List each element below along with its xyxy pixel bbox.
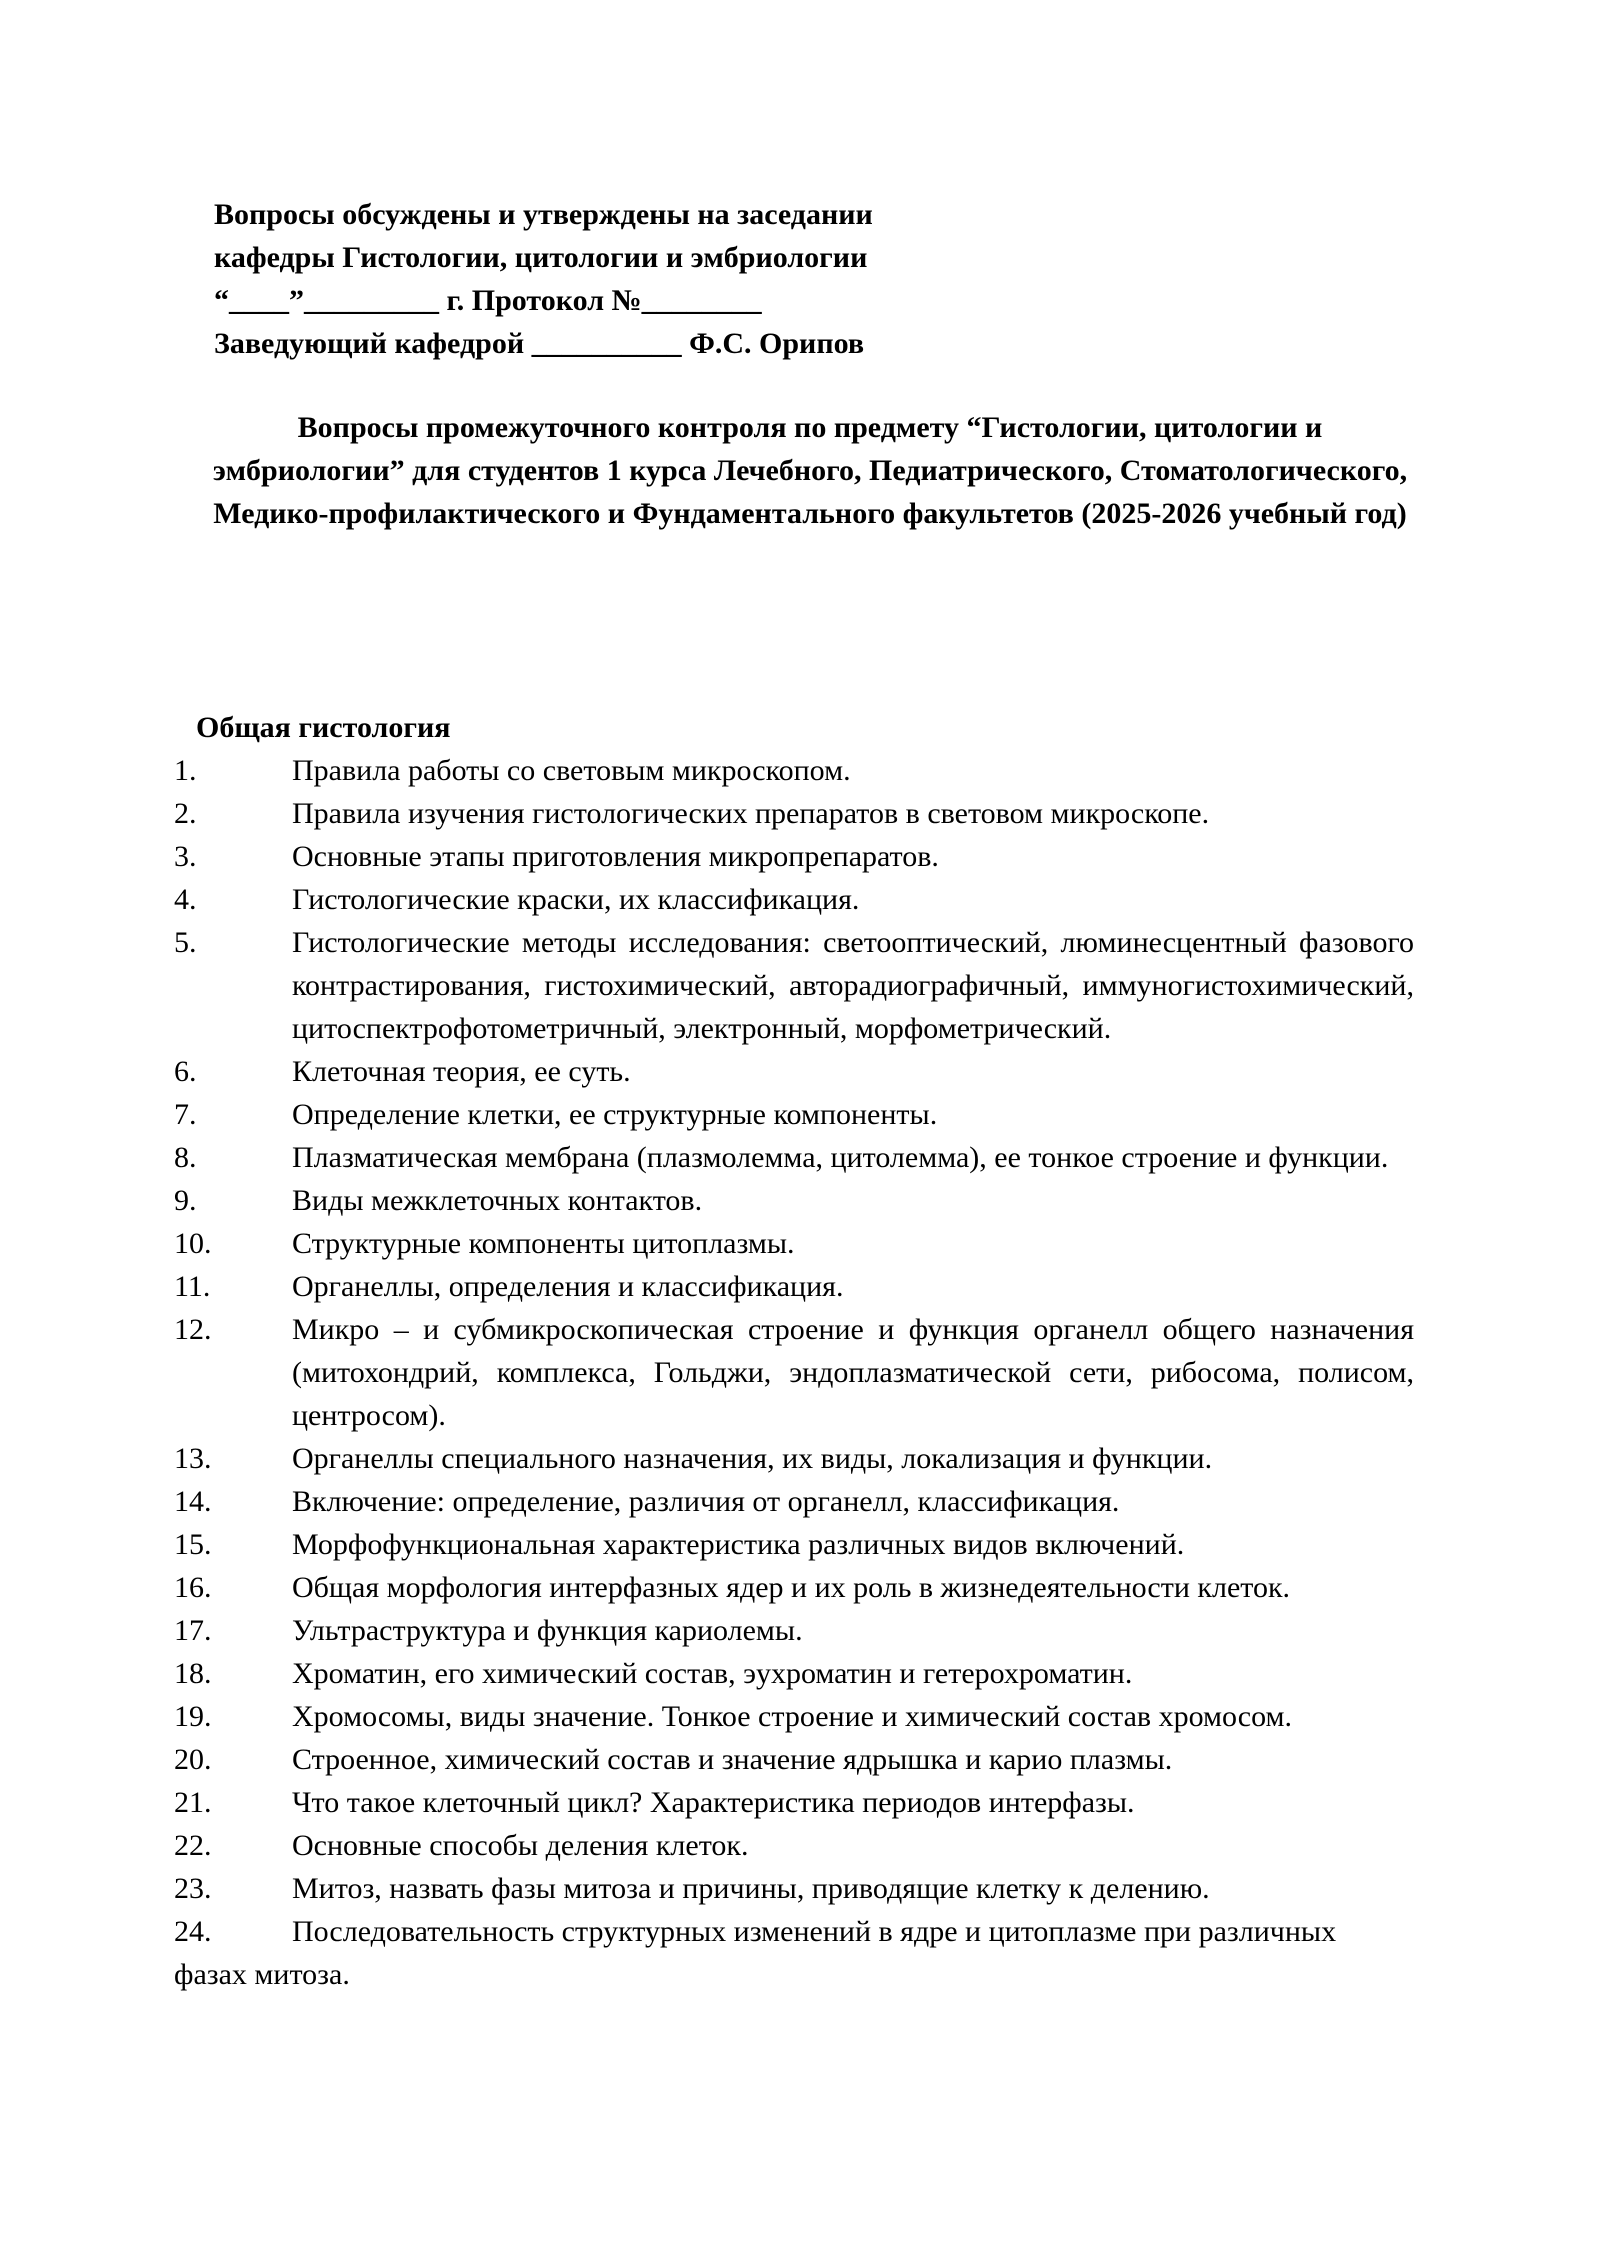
question-number: 12. xyxy=(174,1313,212,1346)
question-number: 4. xyxy=(174,883,197,916)
question-text: Гистологические методы исследования: светооптический, люминесцентный фазового контрастирования, гистохимический, авторадиографичный, иммуногистохимический, цитоспектрофотометричный, электронный, морфометрический. xyxy=(292,926,1414,1045)
question-item xyxy=(174,1824,1414,1867)
question-item xyxy=(174,1523,1414,1566)
question-text: Правила работы со световым микроскопом. xyxy=(292,754,851,787)
question-item xyxy=(174,1910,1414,1996)
question-item xyxy=(174,1652,1414,1695)
question-item xyxy=(174,921,1414,1050)
question-text: Основные этапы приготовления микропрепаратов. xyxy=(292,840,939,873)
question-number: 10. xyxy=(174,1227,212,1260)
question-text: Включение: определение, различия от органелл, классификация. xyxy=(292,1485,1120,1518)
approval-line: кафедры Гистологии, цитологии и эмбриологии xyxy=(214,241,868,274)
approval-line: Вопросы обсуждены и утверждены на заседании xyxy=(214,198,873,231)
question-text: Последовательность структурных изменений в ядре и цитоплазме при различных фазах митоза. xyxy=(174,1915,1337,1991)
question-number: 14. xyxy=(174,1485,212,1518)
question-text: Структурные компоненты цитоплазмы. xyxy=(292,1227,795,1260)
question-item xyxy=(174,749,1414,792)
question-text: Клеточная теория, ее суть. xyxy=(292,1055,631,1088)
question-text: Морфофункциональная характеристика различных видов включений. xyxy=(292,1528,1185,1561)
question-number: 6. xyxy=(174,1055,197,1088)
question-item xyxy=(174,1093,1414,1136)
question-item xyxy=(174,1308,1414,1437)
question-item xyxy=(174,1566,1414,1609)
approval-block xyxy=(214,193,1114,365)
question-item xyxy=(174,1867,1414,1910)
question-item xyxy=(174,878,1414,921)
question-item xyxy=(174,1179,1414,1222)
question-number: 15. xyxy=(174,1528,212,1561)
question-text: Строенное, химический состав и значение ядрышка и карио плазмы. xyxy=(292,1743,1173,1776)
question-text: Плазматическая мембрана (плазмолемма, цитолемма), ее тонкое строение и функции. xyxy=(292,1141,1389,1174)
question-number: 1. xyxy=(174,754,197,787)
question-text: Микро – и субмикроскопическая строение и функция органелл общего назначения (митохондрий, комплекса, Гольджи, эндоплазматической сети, рибосома, полисом, центросом). xyxy=(292,1313,1414,1432)
question-text: Виды межклеточных контактов. xyxy=(292,1184,703,1217)
question-text: Органеллы специального назначения, их виды, локализация и функции. xyxy=(292,1442,1213,1475)
question-item xyxy=(174,1136,1414,1179)
question-number: 7. xyxy=(174,1098,197,1131)
question-item xyxy=(174,1480,1414,1523)
question-item xyxy=(174,1609,1414,1652)
question-number: 20. xyxy=(174,1743,212,1776)
question-text: Органеллы, определения и классификация. xyxy=(292,1270,844,1303)
question-text: Правила изучения гистологических препаратов в световом микроскопе. xyxy=(292,797,1210,830)
question-text: Определение клетки, ее структурные компоненты. xyxy=(292,1098,938,1131)
question-item xyxy=(174,1738,1414,1781)
question-item xyxy=(174,1265,1414,1308)
question-item xyxy=(174,835,1414,878)
question-text: Митоз, назвать фазы митоза и причины, приводящие клетку к делению. xyxy=(292,1872,1210,1905)
approval-protocol-line: “____”_________ г. Протокол №________ xyxy=(214,284,762,317)
question-item xyxy=(174,792,1414,835)
question-number: 23. xyxy=(174,1872,212,1905)
question-list xyxy=(174,749,1414,1996)
question-item xyxy=(174,1222,1414,1265)
question-text: Что такое клеточный цикл? Характеристика периодов интерфазы. xyxy=(292,1786,1135,1819)
question-text: Хроматин, его химический состав, эухроматин и гетерохроматин. xyxy=(292,1657,1133,1690)
question-number: 21. xyxy=(174,1786,212,1819)
question-number: 8. xyxy=(174,1141,197,1174)
question-item xyxy=(174,1695,1414,1738)
question-number: 24. xyxy=(174,1915,212,1948)
approval-head-line: Заведующий кафедрой __________ Ф.С. Орипов xyxy=(214,327,865,360)
question-number: 22. xyxy=(174,1829,212,1862)
question-item xyxy=(174,1050,1414,1093)
question-number: 2. xyxy=(174,797,197,830)
document-title: Вопросы промежуточного контроля по предмету “Гистологии, цитологии и эмбриологии” для студентов 1 курса Лечебного, Педиатрического, Стоматологического, Медико-профилактического и Фундаментального факультетов (2025-2026 учебный год) xyxy=(212,411,1408,530)
question-number: 5. xyxy=(174,926,197,959)
question-text: Ультраструктура и функция кариолемы. xyxy=(292,1614,803,1647)
question-text: Гистологические краски, их классификация. xyxy=(292,883,860,916)
question-item xyxy=(174,1437,1414,1480)
question-item xyxy=(174,1781,1414,1824)
question-number: 18. xyxy=(174,1657,212,1690)
question-number: 9. xyxy=(174,1184,197,1217)
question-number: 16. xyxy=(174,1571,212,1604)
question-text: Хромосомы, виды значение. Тонкое строение и химический состав хромосом. xyxy=(292,1700,1292,1733)
question-text: Общая морфология интерфазных ядер и их роль в жизнедеятельности клеток. xyxy=(292,1571,1291,1604)
question-number: 17. xyxy=(174,1614,212,1647)
section-heading: Общая гистология xyxy=(196,711,451,744)
question-number: 13. xyxy=(174,1442,212,1475)
question-number: 19. xyxy=(174,1700,212,1733)
question-number: 3. xyxy=(174,840,197,873)
question-text: Основные способы деления клеток. xyxy=(292,1829,749,1862)
question-number: 11. xyxy=(174,1270,211,1303)
